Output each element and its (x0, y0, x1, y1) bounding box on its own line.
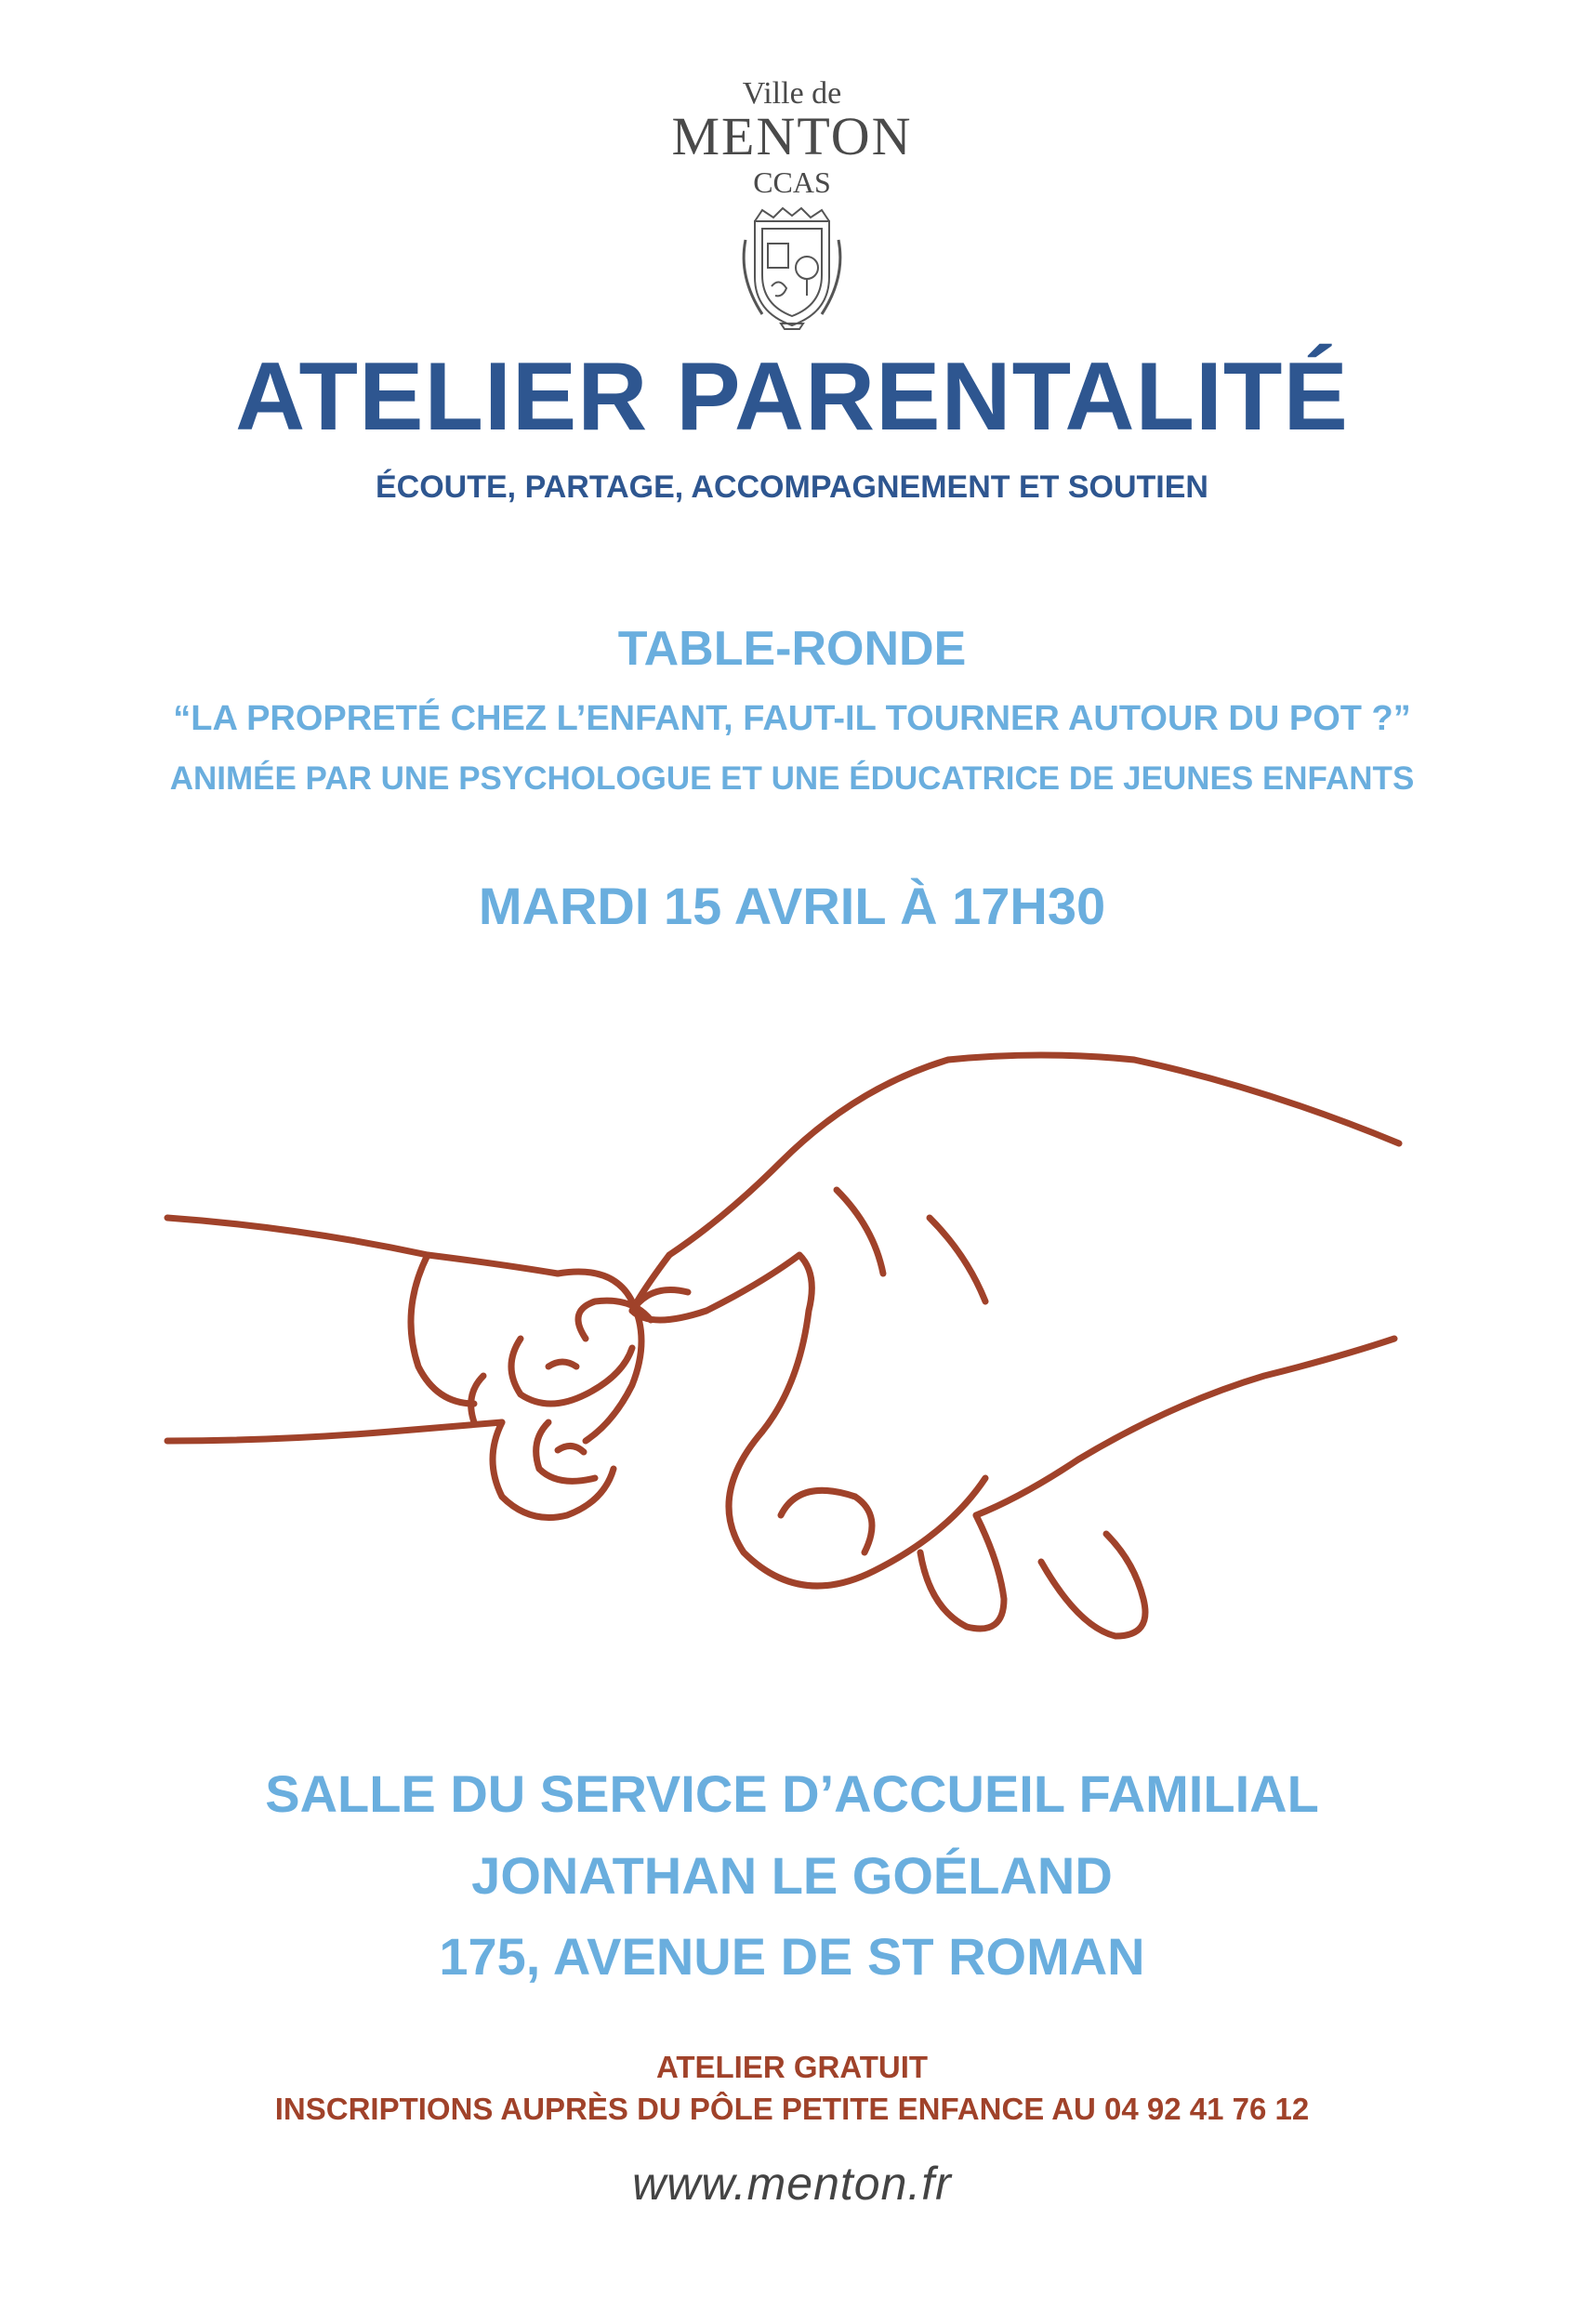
website-link[interactable]: www.menton.fr (632, 2158, 952, 2210)
venue-line-3: 175, AVENUE DE ST ROMAN (439, 1927, 1145, 1986)
venue-line-1: SALLE DU SERVICE D’ACCUEIL FAMILIAL (265, 1764, 1319, 1823)
coat-of-arms-icon (734, 203, 850, 331)
venue-line-2: JONATHAN LE GOÉLAND (471, 1846, 1113, 1905)
event-type: TABLE-RONDE (617, 622, 967, 676)
holding-hands-icon (149, 1032, 1450, 1673)
page-title: ATELIER PARENTALITÉ (235, 343, 1349, 451)
event-topic: “LA PROPRETÉ CHEZ L’ENFANT, FAUT-IL TOURNER AUTOUR DU POT ?” (173, 699, 1411, 738)
event-date: MARDI 15 AVRIL À 17H30 (478, 877, 1106, 935)
ville-label: Ville de (742, 76, 842, 111)
subtitle: ÉCOUTE, PARTAGE, ACCOMPAGNEMENT ET SOUTIEN (376, 469, 1208, 505)
org-label: CCAS (753, 165, 831, 199)
city-name: MENTON (671, 106, 913, 166)
free-notice: ATELIER GRATUIT (655, 2050, 929, 2084)
signup-info: INSCRIPTIONS AUPRÈS DU PÔLE PETITE ENFANCE AU 04 92 41 76 12 (274, 2092, 1310, 2126)
event-host: ANIMÉE PAR UNE PSYCHOLOGUE ET UNE ÉDUCATRICE DE JEUNES ENFANTS (169, 760, 1415, 797)
